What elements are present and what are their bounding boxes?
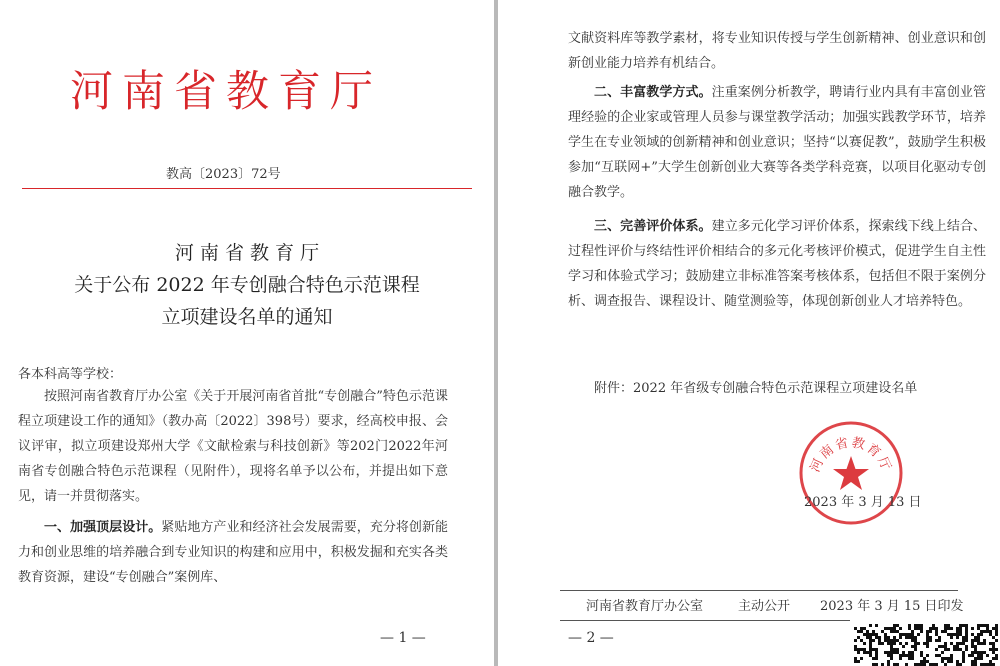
item-2 xyxy=(568,80,986,205)
barcode-icon xyxy=(850,620,1000,666)
title-line-3: 立项建设名单的通知 xyxy=(161,306,333,328)
item-1-heading: 一、加强顶层设计。 xyxy=(44,520,162,535)
item-3-heading: 三、完善评价体系。 xyxy=(594,219,712,234)
item-2-heading: 二、丰富教学方式。 xyxy=(594,85,712,100)
intro-paragraph: 按照河南省教育厅办公室《关于开展河南省首批“专创融合”特色示范课程立项建设工作的通知》（教办高〔2022〕398号）要求，经高校申报、会议评审，拟立项建设郑州大学《文献检索与科技创新》等202门2022年河南省专创融合特色示范课程（见附件），现将名单予以公布，并提出如下意见，请一并贯彻落实。 xyxy=(18,389,448,504)
item-1 xyxy=(18,515,448,590)
title-line-1: 河 南 省 教 育 厅 xyxy=(174,242,320,264)
page-number: — 1 — xyxy=(380,630,426,646)
item-3 xyxy=(568,214,986,314)
ministry-header: 河南省教育厅 xyxy=(70,67,382,117)
continuation-paragraph: 文献资料库等教学素材，将专业知识传授与学生创新精神、创业意识和创新创业能力培养有机结合。 xyxy=(568,31,986,71)
seal-text: 河南省教育厅 xyxy=(807,435,895,475)
red-divider xyxy=(22,188,472,189)
item-3-text: 建立多元化学习评价体系，探索线下线上结合、过程性评价与终结性评价相结合的多元化考核评价模式，促进学生自主性学习和体验式学习；鼓励建立非标准答案考核体系，包括但不限于案例分析、调查报告、课程设计、随堂测验等，体现创新创业人才培养特色。 xyxy=(568,219,986,309)
footer-public: 主动公开 xyxy=(738,599,791,614)
document-number: 教高〔2023〕72号 xyxy=(166,167,281,182)
issue-date: 2023 年 3 月 13 日 xyxy=(804,495,922,510)
footer-office: 河南省教育厅办公室 xyxy=(586,599,704,614)
page-number: — 2 — xyxy=(568,630,614,646)
document-page-1 xyxy=(0,0,494,666)
salutation: 各本科高等学校： xyxy=(18,367,123,382)
document-page-2 xyxy=(498,0,1000,666)
item-1-text: 紧贴地方产业和经济社会发展需要，充分将创新能力和创业思维的培养融合到专业知识的构建和应用中，积极发掘和充实各类教育资源，建设“专创融合”案例库、 xyxy=(18,520,448,585)
footer-date: 2023 年 3 月 15 日印发 xyxy=(820,599,964,614)
item-2-text: 注重案例分析教学，聘请行业内具有丰富创业管理经验的企业家或管理人员参与课堂教学活动；加强实践教学环节，培养学生在专业领域的创新精神和创业意识；坚持“以赛促教”，鼓励学生积极参加“互联网+”大学生创新创业大赛等各类学科竞赛，以项目化驱动专创融合教学。 xyxy=(568,85,986,200)
attachment-line: 附件：2022 年省级专创融合特色示范课程立项建设名单 xyxy=(594,381,918,396)
title-line-2: 关于公布 2022 年专创融合特色示范课程 xyxy=(74,274,420,296)
footer-top-rule xyxy=(560,590,958,591)
